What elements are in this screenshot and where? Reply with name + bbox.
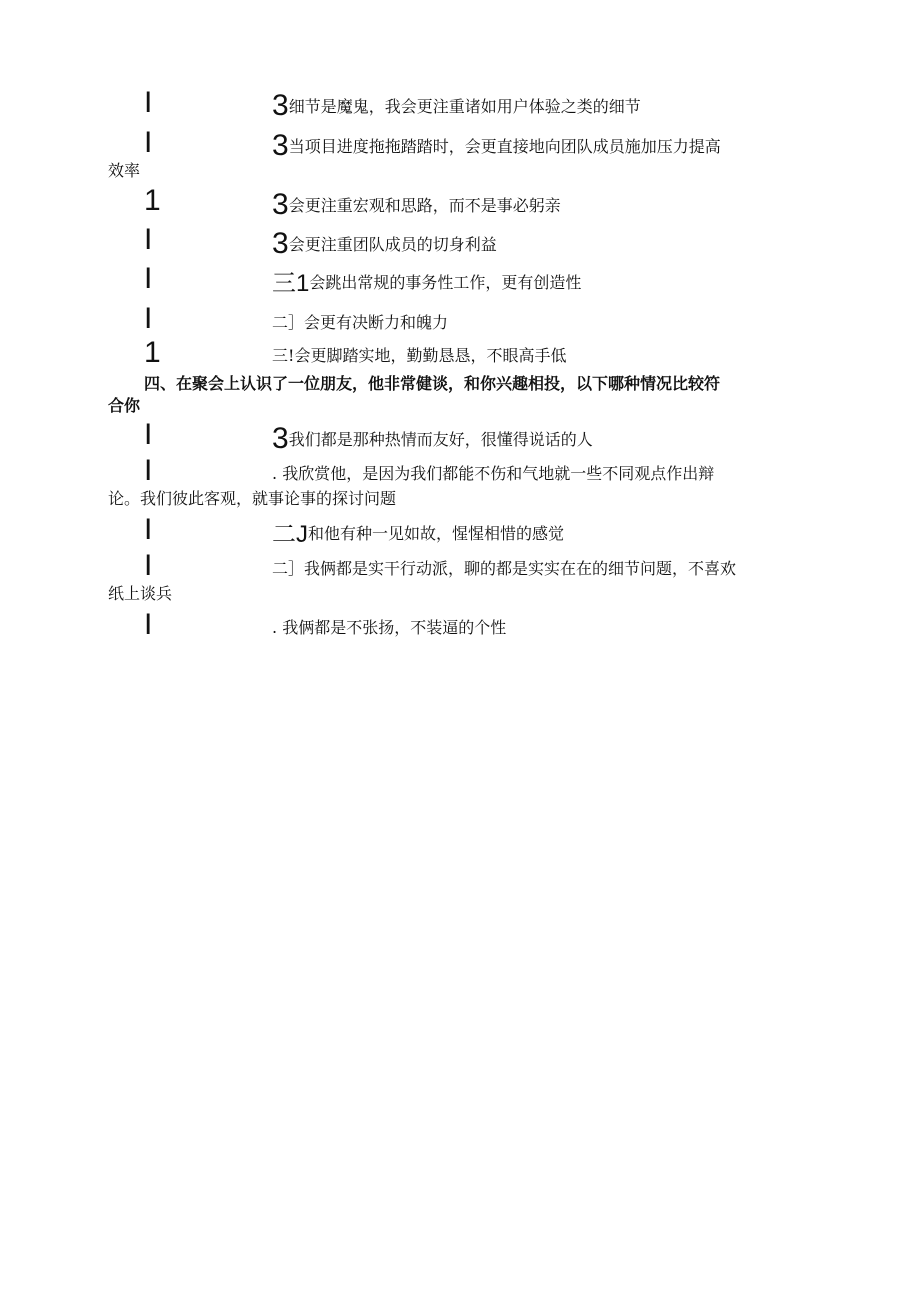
option-text: . 我欣赏他，是因为我们都能不伤和气地就一些不同观点作出辩 [272,464,715,483]
option-marker: I [144,418,153,451]
option-text: 3会更注重宏观和思路，而不是事必躬亲 [272,188,561,221]
option-marker: I [144,608,153,641]
option-prefix: 二J [272,521,308,548]
option-prefix: 3 [272,129,289,162]
option-prefix: 二］ [272,559,305,578]
option-prefix: 3 [272,422,289,455]
option-text: 二］会更有决断力和魄力 [272,313,449,332]
option-text: 三1会跳出常规的事务性工作，更有创造性 [272,270,582,297]
option-text-continued: 效率 [108,161,141,180]
option-text: 二］我俩都是实干行动派，聊的都是实实在在的细节问题，不喜欢 [272,559,737,578]
option-prefix: . [272,464,278,483]
question-heading [108,373,820,417]
option-marker: I [144,302,153,335]
option-marker: 1 [144,184,161,217]
option-prefix: 二］ [272,313,305,332]
option-marker: I [144,549,153,582]
option-prefix: 3 [272,89,289,122]
option-prefix: 三1 [272,270,310,297]
question-line-1: 四、在聚会上认识了一位朋友，他非常健谈，和你兴趣相投，以下哪种情况比较符 [144,374,721,393]
option-prefix: 3 [272,188,289,221]
option-marker: I [144,454,153,487]
option-marker: I [144,86,153,119]
option-prefix: 三! [272,346,295,365]
option-text: 3我们都是那种热情而友好，很懂得说话的人 [272,422,593,455]
option-text: 3细节是魔鬼，我会更注重诸如用户体验之类的细节 [272,89,641,122]
option-text: . 我俩都是不张扬，不装逼的个性 [272,618,507,637]
option-prefix: 3 [272,227,289,260]
option-text: 3当项目进度拖拖踏踏时，会更直接地向团队成员施加压力提高 [272,129,721,162]
option-marker: I [144,223,153,256]
option-marker: I [144,126,153,159]
question-line-2: 合你 [108,396,141,415]
option-prefix: . [272,618,278,637]
option-text: 3会更注重团队成员的切身利益 [272,227,497,260]
option-marker: I [144,262,153,295]
option-text-continued: 论。我们彼此客观，就事论事的探讨问题 [108,489,397,508]
option-text-continued: 纸上谈兵 [108,584,173,603]
option-marker: 1 [144,336,161,369]
option-marker: I [144,513,153,546]
option-text: 二J和他有种一见如故，惺惺相惜的感觉 [272,521,565,548]
option-text: 三!会更脚踏实地，勤勤恳恳，不眼高手低 [272,346,567,365]
